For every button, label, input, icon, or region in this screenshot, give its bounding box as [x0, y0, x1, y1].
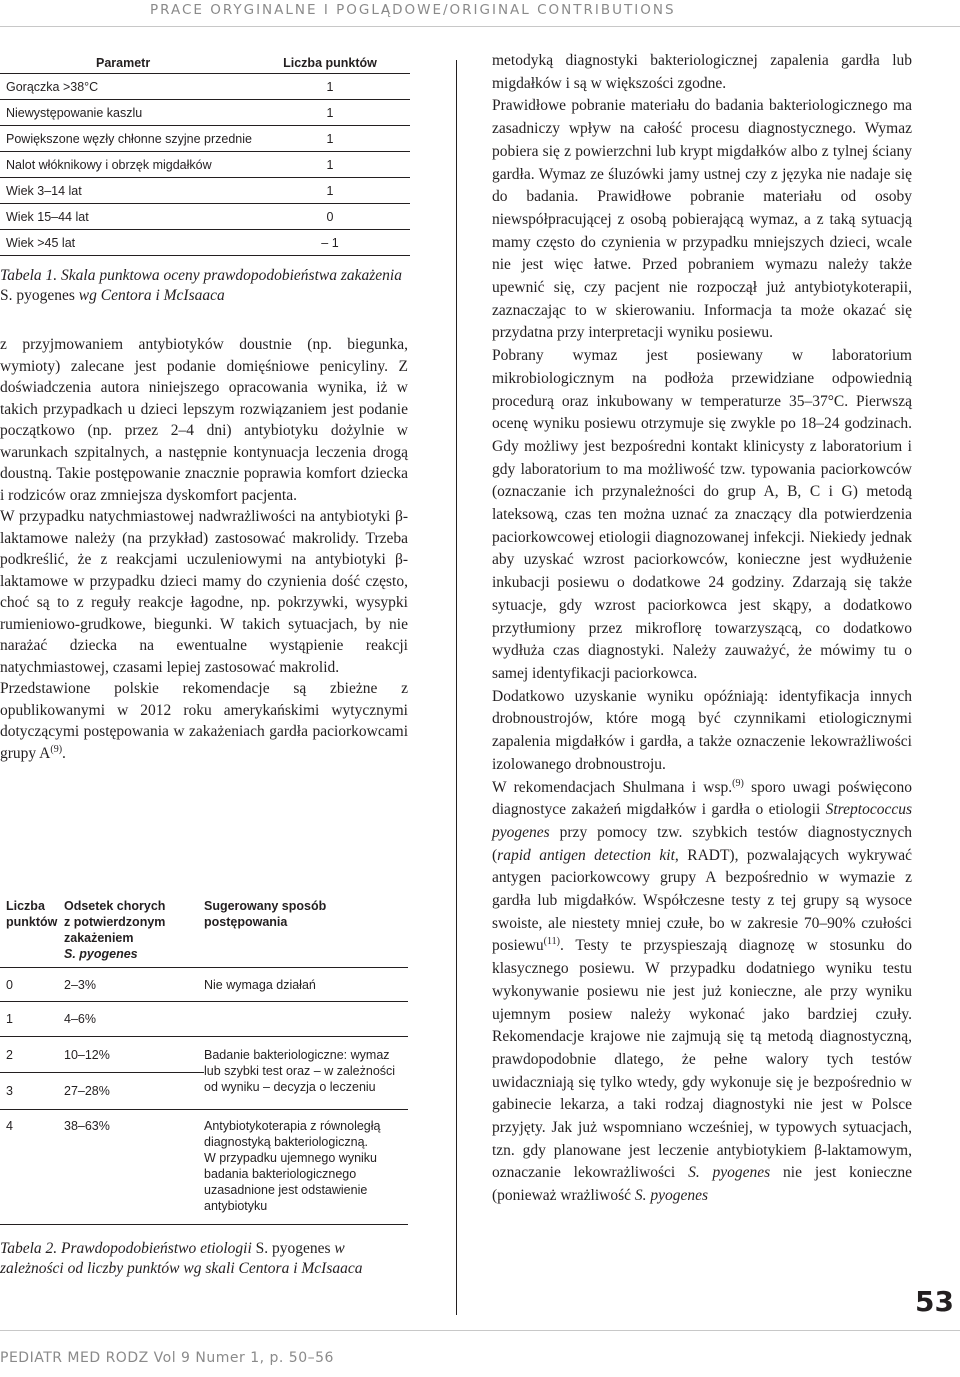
paragraph-text: sporo uwagi poświęcono diagnostyce zakażeń migdałków i gardła o etiologii: [492, 778, 912, 819]
table-2-col-points: [0, 898, 64, 959]
header-line: Sugerowany sposób: [204, 899, 327, 913]
paragraph-text: W rekomendacjach Shulmana i wsp.: [492, 778, 733, 796]
table-row-group: [0, 1002, 408, 1037]
table-row: [0, 152, 410, 178]
paragraph: Dodatkowo uzyskanie wyniku opóźniają: identyfikacja innych drobnoustrojów, które mogą być czynnikami etiologicznymi zapalenia migdałków i gardła, a także oznaczenie lekowrażliwości izolowanego drobnoustroju.: [492, 687, 912, 773]
table-cell-points: 2: [6, 1047, 13, 1062]
header-line: punktów: [6, 915, 58, 929]
table-1-header: [0, 50, 410, 74]
term-italic: rapid antigen detection kit: [497, 846, 675, 864]
caption-text: Tabela 1. Skala punktowa oceny prawdopodobieństwa zakażenia: [0, 267, 402, 284]
table-row: [0, 178, 410, 204]
reference-marker: (11): [543, 936, 560, 948]
table-cell-action: [204, 1002, 408, 1036]
table-2: [0, 890, 408, 1279]
table-cell-param: Wiek 15–44 lat: [6, 209, 89, 224]
table-cell-param: Powiększone węzły chłonne szyjne przednie: [6, 131, 252, 146]
table-cell-points: 1: [326, 79, 334, 94]
footer-citation: PEDIATR MED RODZ Vol 9 Numer 1, p. 50–56: [0, 1350, 334, 1366]
table-1-col-points: Liczba punktów: [283, 56, 377, 70]
paragraph-text: Przedstawione polskie rekomendacje są zbieżne z opublikowanymi w 2012 roku amerykańskimi wytycznymi dotyczącymi postępowania w zakażeniach gardła paciorkowcami grupy A: [0, 680, 408, 762]
table-cell-action: Nie wymaga działań: [204, 977, 316, 992]
caption-species: S. pyogenes: [255, 1240, 331, 1257]
paragraph-text: nie jest konieczne (ponieważ wrażliwość: [492, 1164, 912, 1205]
table-cell-points: 1: [326, 157, 334, 172]
table-row: [0, 74, 410, 100]
table-row: [0, 1037, 204, 1073]
table-2-caption: [0, 1239, 408, 1279]
running-title: PRACE ORYGINALNE I POGLĄDOWE/ORIGINAL CONTRIBUTIONS: [150, 2, 676, 18]
table-2-col-percent: [64, 898, 204, 959]
header-line: Liczba: [6, 899, 45, 913]
paragraph: W przypadku natychmiastowej nadwrażliwości na antybiotyki β-laktamowe należy (na przykład) zastosować makrolidy. Trzeba podkreślić, że z reakcjami uczuleniowymi na antybiotyki β-laktamowe w przypadku dzieci mamy do czynienia dość często, choć są to z reguły reakcje łagodne, np. pokrzywki, wysypki rumieniowo-grudkowe, biegunki. W takich sytuacjach, by nie narażać dziecka na ewentualne wystąpienie reakcji natychmiastowej, czasami lepiej zastosować makrolid.: [0, 508, 408, 676]
page-number: 53: [915, 1285, 954, 1318]
paragraph: [0, 678, 408, 764]
caption-text: wg Centora i McIsaaca: [74, 287, 225, 304]
table-cell-param: Nalot włóknikowy i obrzęk migdałków: [6, 157, 212, 172]
table-cell-percent: 38–63%: [64, 1119, 110, 1133]
caption-text: Tabela 2. Prawdopodobieństwo etiologii: [0, 1240, 256, 1257]
cell-line: Badanie bakteriologiczne: wymaz: [204, 1048, 390, 1062]
header-line: postępowania: [204, 915, 288, 929]
paragraph: metodyką diagnostyki bakteriologicznej zapalenia gardła lub migdałków i są w większości zgodne.: [492, 52, 912, 92]
left-column: [0, 50, 408, 764]
table-row: [0, 100, 410, 126]
table-cell-points: – 1: [321, 235, 339, 250]
paragraph: [492, 777, 912, 1208]
table-row: [0, 968, 408, 1002]
cell-line: lub szybki test oraz – w zależności: [204, 1064, 396, 1078]
table-cell-points: 3: [6, 1084, 13, 1098]
cell-line: od wyniku – decyzja o leczeniu: [204, 1080, 376, 1094]
table-row: [0, 126, 410, 152]
left-body-text: [0, 334, 408, 764]
table-row: [0, 1002, 204, 1036]
table-cell-action: [204, 1037, 408, 1109]
table-cell-points: 1: [326, 131, 334, 146]
cell-line: Antybiotykoterapia z równoległą: [204, 1119, 381, 1133]
table-2-col-action: [204, 898, 408, 959]
species-name: S. pyogenes: [634, 1187, 709, 1205]
table-cell-action: [204, 1118, 408, 1214]
table-cell-points: 1: [326, 105, 334, 120]
table-cell-param: Wiek >45 lat: [6, 235, 76, 250]
table-cell-points: 1: [6, 1012, 13, 1026]
right-column: [492, 50, 912, 1208]
header-line: z potwierdzonym: [64, 915, 166, 929]
footer-rule: [0, 1330, 960, 1331]
table-cell-points: 0: [6, 977, 13, 992]
table-cell-param: Wiek 3–14 lat: [6, 183, 82, 198]
table-row: [0, 204, 410, 230]
header-line: Odsetek chorych: [64, 899, 166, 913]
reference-marker: (9): [50, 743, 63, 755]
paragraph-text: , RADT), pozwalających wykrywać antygen paciorkowcowy grupy A bezpośrednio w wymazie z gardła lub migdałków. Współczesne testy z tej grupy są wysoce swoiste, ale niestety mniej czułe, bo w zakresie 70–90% czułości posiewu: [492, 846, 912, 955]
caption-species: S. pyogenes: [0, 287, 75, 304]
table-cell-param: Niewystępowanie kaszlu: [6, 105, 143, 120]
paragraph-text: przy pomocy tzw. szybkich testów diagnostycznych (: [492, 823, 912, 864]
table-row: [0, 1073, 204, 1109]
paragraph: z przyjmowaniem antybiotyków doustnie (np. biegunka, wymioty) zalecane jest podanie domięśniowe penicyliny. Z doświadczenia autora niniejszego opracowania wynika, iż w takich przypadkach u dzieci lepszym rozwiązaniem jest podanie początkowo (np. przez 2–4 dni) antybiotyku dożylnie w warunkach szpitalnych, a następnie kontynuacja leczenia drogą doustną. Takie postępowanie znacznie poprawia komfort dziecka i rodziców oraz zmniejsza dyskomfort pacjenta.: [0, 336, 408, 504]
table-cell-percent: 4–6%: [64, 1012, 96, 1026]
paragraph-text: . Testy te przyspieszają diagnozę w stosunku do klasycznego posiewu. W przypadku dodatniego wyniku testu wykonywanie posiewu nie jest już konieczne, ale przy wyniku ujemnym posiew należy wykonać jako bardziej czuły. Rekomendacje krajowe nie zajmują się tą metodą diagnostyczną, prawdopodobnie dlatego, że pełne walory tych testów uwidaczniają się tylko wtedy, gdy wykonuje się je bezpośrednio w gabinecie lekarza, a taki rodzaj diagnostyki nie jest w Polsce przyjęty. Jak już wspomniano wcześniej, w typowych sytuacjach, tzn. gdy planowane jest leczenie antybiotykiem β-laktamowym, oznaczanie lekowrażliwości: [492, 937, 912, 1182]
table-cell-points: 4: [6, 1119, 13, 1133]
table-1-caption: [0, 266, 408, 306]
table-cell-points: 1: [326, 183, 334, 198]
row-group-left: [0, 1002, 204, 1036]
row-group-left: [0, 1037, 204, 1109]
reference-marker: (9): [732, 777, 744, 789]
header-line: zakażeniem: [64, 931, 134, 945]
caption-text: w zależności od liczby punktów wg skali Centora i McIsaaca: [0, 1240, 363, 1277]
table-2-header: [0, 890, 408, 968]
table-row: [0, 230, 410, 256]
paragraph: Prawidłowe pobranie materiału do badania bakteriologicznego ma zasadniczy wpływ na całość procesu diagnostycznego. Wymaz pobiera się z powierzchni lub krypt migdałków albo z tylnej ściany gardła. Wymaz ze śluzówki jamy ustnej czy z języka nie nadaje się do badania. Prawidłowe pobranie materiału od osoby niewspółpracującej z osobą pobierającą wymaz, a z taką sytuacją mamy często do czynienia w przypadku mniejszych dzieci, wcale nie jest więc łatwe. Przed pobraniem wymazu należy także upewnić się, czy pacjent nie rozpoczął już antybiotykoterapii, zaznaczając to w skierowaniu. Informacja ta może okazać się przydatna przy interpretacji wyniku posiewu.: [492, 97, 912, 342]
table-cell-percent: 27–28%: [64, 1084, 110, 1098]
column-divider: [456, 60, 457, 1315]
table-cell-points: 0: [326, 209, 334, 224]
paragraph-text: .: [62, 744, 66, 762]
table-1-col-param: Parametr: [96, 56, 151, 70]
table-row: [0, 1110, 408, 1225]
table-cell-param: Gorączka >38°C: [6, 79, 99, 94]
cell-line: diagnostyką bakteriologiczną.: [204, 1135, 368, 1149]
species-name: S. pyogenes: [688, 1164, 771, 1182]
table-cell-percent: 10–12%: [64, 1047, 110, 1062]
species-name: Streptococcus pyogenes: [492, 801, 912, 841]
table-row-group: [0, 1037, 408, 1110]
cell-line: antybiotyku: [204, 1199, 268, 1213]
header-rule: [0, 26, 960, 27]
table-cell-percent: 2–3%: [64, 977, 96, 992]
cell-line: uzasadnione jest odstawienie: [204, 1183, 368, 1197]
table-1: [0, 50, 410, 256]
header-line: S. pyogenes: [64, 947, 138, 961]
paragraph: Pobrany wymaz jest posiewany w laboratorium mikrobiologicznym na podłoża przewidziane odpowiednią procedurą oraz inkubowany w temperaturze 35–37°C. Pierwszą ocenę wyniku posiewu otrzymuje się zwykle po 18–24 godzinach. Gdy możliwy jest bezpośredni kontakt klinicysty z laboratorium i gdy laboratorium to ma możliwość tzw. typowania paciorkowców (oznaczanie ich przynależności do grup A, B, C i G) metodą lateksową, czas ten można uznać za znaczący dla potwierdzenia paciorkowcowej etiologii diagnozowanej infekcji. Niekiedy jednak aby uzyskać wzrost paciorkowców, konieczne jest wydłużenie inkubacji posiewu o dodatkowe 24 godziny. Zdarzają się także sytuacje, gdy wzrost paciorkowca jest skąpy, a dodatkowo przytłumiony przez mikroflorę towarzyszącą, co dodatkowo wydłuża czas diagnostyki. Należy zauważyć, że mówimy tu o samej identyfikacji paciorkowca.: [492, 347, 912, 682]
cell-line: W przypadku ujemnego wyniku: [204, 1151, 377, 1165]
cell-line: badania bakteriologicznego: [204, 1167, 357, 1181]
